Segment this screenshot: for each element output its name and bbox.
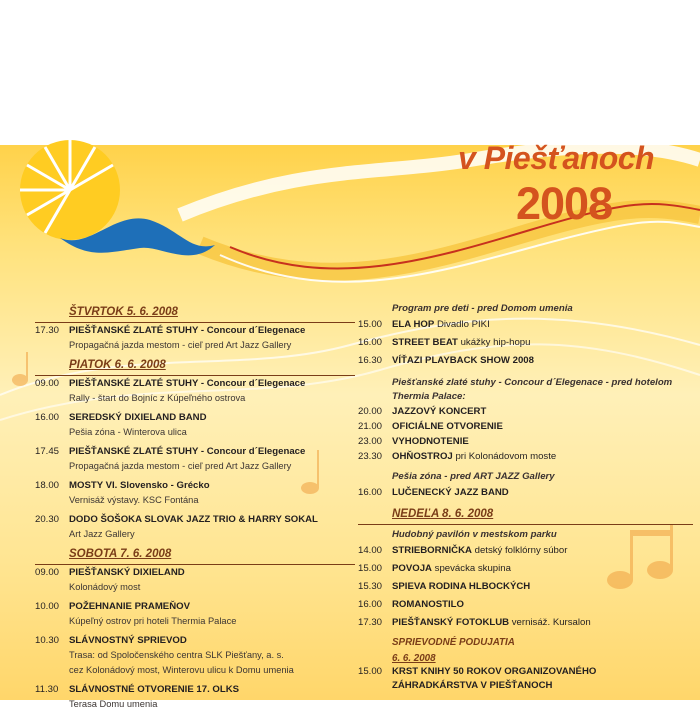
event-title-line2: ZÁHRADKÁRSTVA V PIEŠŤANOCH [392,680,553,691]
section-heading: Piešťanské zlaté stuhy - Concour d´Elegenace - pred hotelom Thermia Palace: [392,377,673,402]
event-item [35,565,355,595]
event-detail: Propagačná jazda mestom - cieľ pred Art Jazz Gallery [69,461,292,471]
event-item [358,665,693,693]
event-time: 17.45 [35,446,60,457]
event-detail: ukážky hip-hopu [457,337,531,348]
event-title: SEREDSKÝ DIXIELAND BAND [69,412,207,423]
event-item [358,334,693,352]
schedule-right-column [358,300,693,693]
event-time: 17.30 [35,325,60,336]
event-time: 15.00 [358,319,383,330]
event-title: DODO ŠOŠOKA SLOVAK JAZZ TRIO & HARRY SOKAL [69,514,318,525]
day-heading: SOBOTA 7. 6. 2008 [35,545,355,565]
event-time: 14.00 [358,545,383,556]
event-item [35,444,355,474]
event-time: 17.30 [358,617,383,628]
event-title: PIEŠŤANSKÝ FOTOKLUB [392,617,510,628]
event-title: PIEŠŤANSKÉ ZLATÉ STUHY - Concour d´Elegenace [69,446,306,457]
event-time: 16.30 [358,355,383,366]
event-title: STRIEBORNIČKA [392,545,472,556]
event-time: 15.30 [358,581,383,592]
event-title: STREET BEAT [392,337,458,348]
event-title: VÍŤAZI PLAYBACK SHOW 2008 [392,355,534,366]
event-time: 23.30 [358,451,383,462]
section-heading: Pešia zóna - pred ART JAZZ Gallery [392,471,555,482]
event-detail: spevácka skupina [432,563,511,574]
event-detail: Rally - štart do Bojníc z Kúpeľného ostrova [69,393,246,403]
event-time: 15.00 [358,666,383,677]
event-title: PIEŠŤANSKÝ DIXIELAND [69,567,185,578]
event-item [35,376,355,406]
event-item [358,316,693,334]
event-title: OFICIÁLNE OTVORENIE [392,421,503,432]
sun-logo [0,145,220,255]
event-detail: Kolonádový most [69,582,141,592]
event-title: SLÁVNOSTNÝ SPRIEVOD [69,635,187,646]
event-time: 20.30 [35,514,60,525]
event-detail: Trasa: od Spoločenského centra SLK Piešťany, a. s. [69,650,284,660]
event-title: ELA HOP [392,319,435,330]
event-item [358,449,693,464]
event-item [358,484,693,502]
event-time: 20.00 [358,406,383,417]
event-title: KRST KNIHY 50 ROKOV ORGANIZOVANÉHO [392,666,597,677]
event-time: 15.00 [358,563,383,574]
event-item [35,633,355,678]
event-detail: Art Jazz Gallery [69,529,135,539]
event-item [358,596,693,614]
event-item [358,434,693,449]
event-title: POVOJA [392,563,432,574]
event-detail: cez Kolonádový most, Winterovu ulicu k Domu umenia [69,665,294,675]
event-title: LUČENECKÝ JAZZ BAND [392,487,509,498]
event-item [358,578,693,596]
event-time: 16.00 [35,412,60,423]
event-time: 16.00 [358,487,383,498]
headline-year: 2008 [516,178,613,229]
event-time: 23.00 [358,436,383,447]
event-time: 09.00 [35,567,60,578]
event-time: 18.00 [35,480,60,491]
event-title: SPIEVA RODINA HLBOCKÝCH [392,581,531,592]
event-title: SLÁVNOSTNÉ OTVORENIE 17. OLKS [69,684,240,695]
event-item [35,323,355,353]
event-detail: Propagačná jazda mestom - cieľ pred Art Jazz Gallery [69,340,292,350]
event-time: 21.00 [358,421,383,432]
event-title: PIEŠŤANSKÉ ZLATÉ STUHY - Concour d´Elegenace [69,325,306,336]
day-heading: ŠTVRTOK 5. 6. 2008 [35,303,355,323]
event-title: JAZZOVÝ KONCERT [392,406,487,417]
event-title: OHŇOSTROJ [392,451,453,462]
side-events-heading: SPRIEVODNÉ PODUJATIA [392,637,515,648]
event-detail: Terasa Domu umenia [69,699,158,709]
event-detail: Pešia zóna - Winterova ulica [69,427,187,437]
side-events-date: 6. 6. 2008 [392,653,436,664]
event-detail: detský folklórny súbor [471,545,568,556]
event-item [35,682,355,712]
event-title: PIEŠŤANSKÉ ZLATÉ STUHY - Concour d´Elegenace [69,378,306,389]
event-item [35,599,355,629]
event-title: ROMANOSTILO [392,599,464,610]
event-item [35,478,355,508]
event-time: 16.00 [358,337,383,348]
section-heading: Hudobný pavilón v mestskom parku [392,529,557,540]
event-item [358,404,693,419]
event-time: 10.00 [35,601,60,612]
event-detail: vernisáž. Kursalon [509,617,591,628]
event-detail: Divadlo PIKI [434,319,490,330]
day-heading: PIATOK 6. 6. 2008 [35,356,355,376]
event-item [358,419,693,434]
event-title: POŽEHNANIE PRAMEŇOV [69,601,190,612]
event-time: 16.00 [358,599,383,610]
event-item [358,560,693,578]
event-title: MOSTY VI. Slovensko - Grécko [69,480,210,491]
event-item [358,614,693,632]
event-item [35,512,355,542]
event-time: 11.30 [35,684,59,695]
event-item [35,410,355,440]
event-detail: pri Kolonádovom moste [452,451,557,462]
section-heading: Program pre deti - pred Domom umenia [392,303,573,314]
event-time: 10.30 [35,635,60,646]
schedule-left-column [35,300,355,712]
day-heading: NEDEĽA 8. 6. 2008 [358,505,693,525]
event-title: VYHODNOTENIE [392,436,469,447]
event-item [358,352,693,370]
event-item [358,542,693,560]
event-detail: Vernisáž výstavy. KSC Fontána [69,495,199,505]
event-time: 09.00 [35,378,60,389]
headline-town: v Piešťanoch [458,140,655,176]
event-detail: Kúpeľný ostrov pri hoteli Thermia Palace [69,616,237,626]
